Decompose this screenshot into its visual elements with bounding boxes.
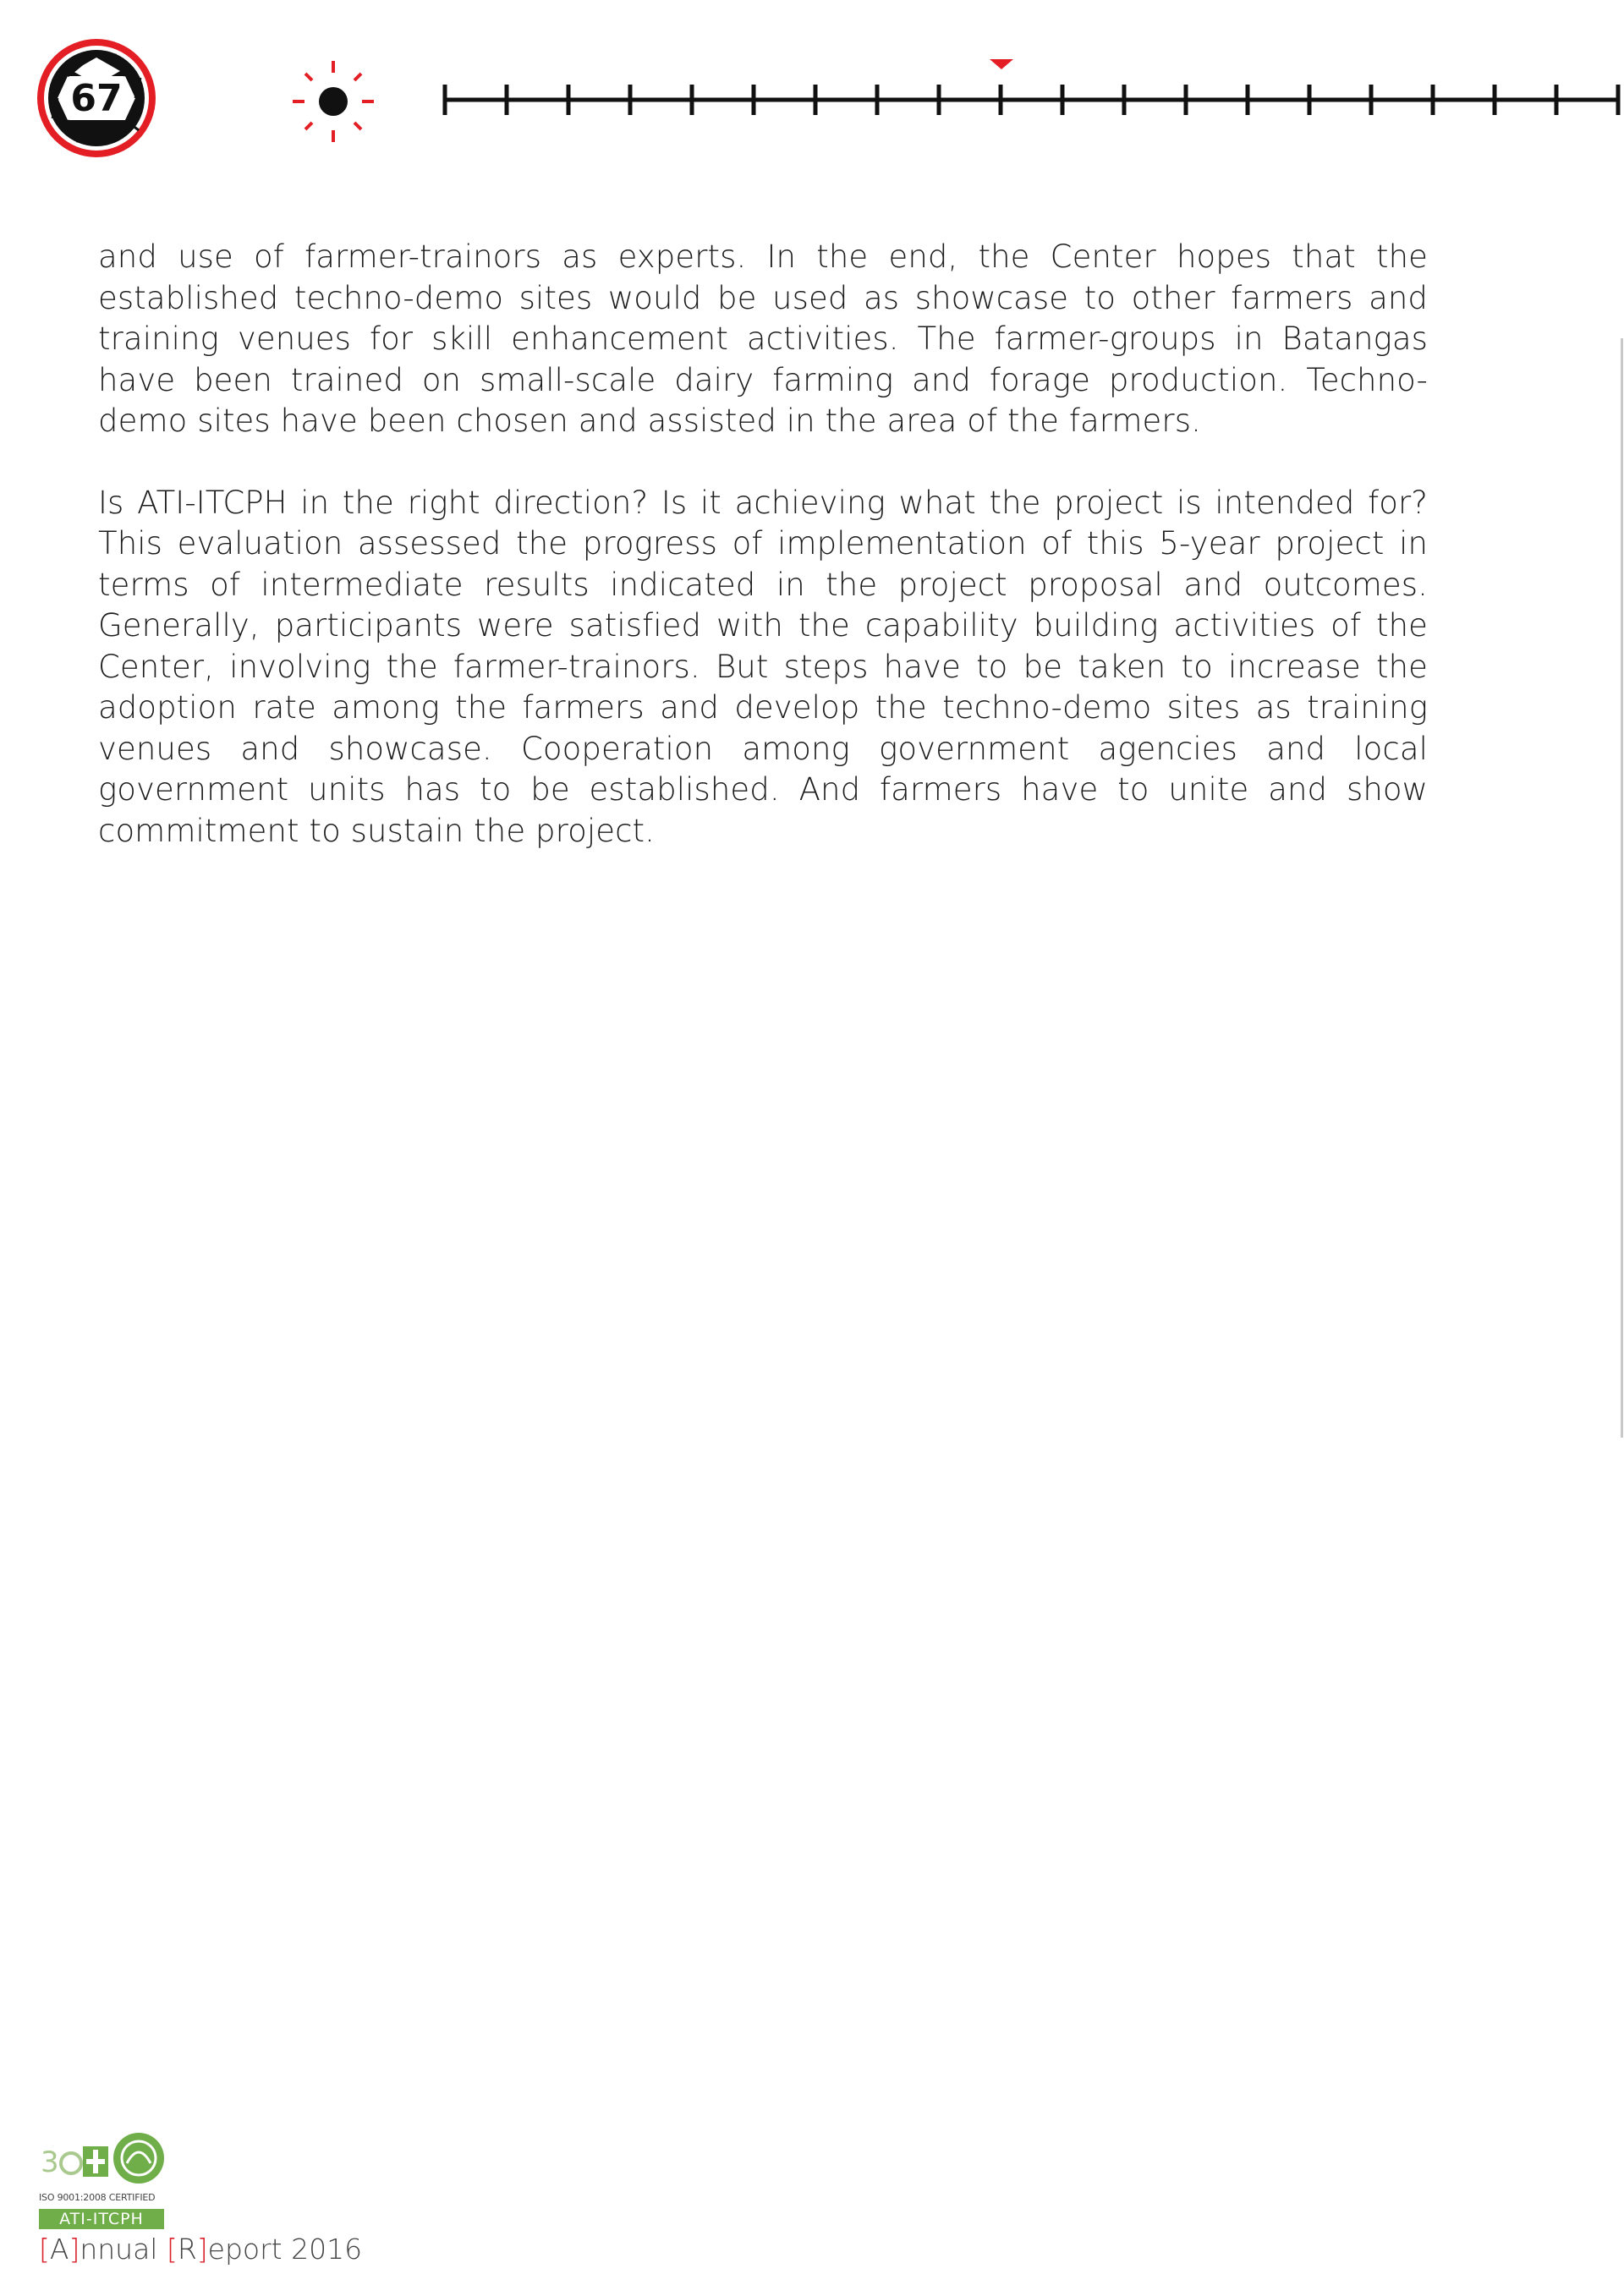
iso-certification-text: ISO 9001:2008 CERTIFIED bbox=[39, 2192, 156, 2203]
anniversary-logo-icon bbox=[41, 2145, 81, 2179]
timeline-ruler-icon bbox=[438, 51, 1622, 118]
report-title-a: A bbox=[49, 2233, 69, 2266]
paragraph-1: and use of farmer-trainors as experts. In the end, the Center hopes that the established techno-demo sites would be used as showcase to other farmers and training venues for skill enhancement activities. The farmer-groups in Batangas have been trained on small-scale dairy farming and forage production. Techno-demo sites have been chosen and assisted in the area of the farmers. bbox=[98, 238, 1428, 439]
sun-icon bbox=[289, 58, 377, 145]
report-title bbox=[39, 2233, 362, 2266]
footer-brand bbox=[39, 2129, 363, 2273]
report-title-rest: eport 2016 bbox=[207, 2233, 363, 2266]
page-edge-line bbox=[1621, 338, 1623, 1438]
footer-logos bbox=[39, 2129, 174, 2190]
bracket-close-2: ] bbox=[196, 2233, 208, 2266]
bracket-close: ] bbox=[69, 2233, 80, 2266]
page-number-badge bbox=[34, 36, 159, 161]
article-body bbox=[98, 237, 1428, 892]
bracket-open-2: [ bbox=[166, 2233, 178, 2266]
bracket-open: [ bbox=[39, 2233, 50, 2266]
seal-logo-icon bbox=[113, 2133, 164, 2184]
paragraph-2: Is ATI-ITCPH in the right direction? Is it achieving what the project is intended for? This evaluation assessed the progress of implementation of this 5-year project in terms of intermediate results indicated in the project proposal and outcomes. Generally, participants were satisfied with the capability building activities of the Center, involving the farmer-trainors. But steps have to be taken to increase the adoption rate among the farmers and develop the techno-demo sites as training venues and showcase. Cooperation among government agencies and local government units has to be established. And farmers have to unite and show commitment to sustain the project. bbox=[98, 484, 1428, 849]
ati-emblem-icon bbox=[83, 2146, 108, 2177]
svg-text:3: 3 bbox=[41, 2145, 59, 2179]
page-number: 67 bbox=[70, 76, 123, 120]
org-label: ATI-ITCPH bbox=[39, 2209, 164, 2229]
report-title-r: R bbox=[177, 2233, 197, 2266]
report-title-nnual: nnual bbox=[80, 2233, 167, 2266]
timeline-ruler bbox=[438, 51, 1622, 118]
timeline-marker-icon bbox=[990, 59, 1013, 69]
